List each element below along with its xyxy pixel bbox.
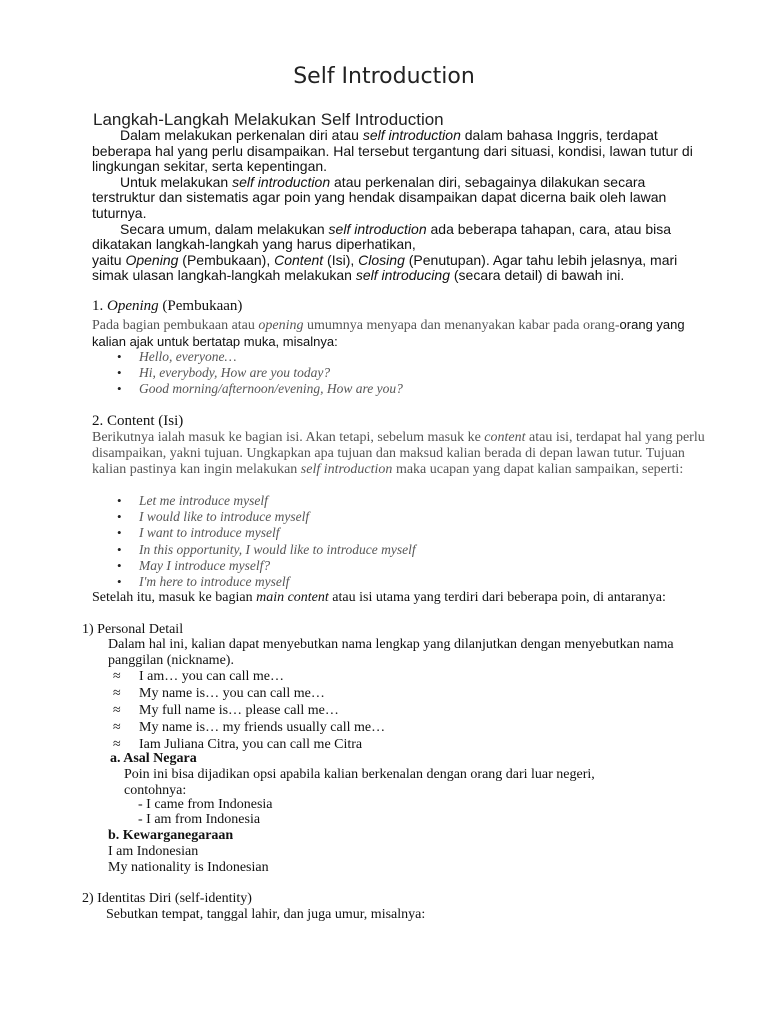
content-examples	[112, 493, 416, 590]
list-item: • Good morning/afternoon/evening, How are you?	[112, 381, 403, 397]
opening-description: Pada bagian pembukaan atau opening umumnya menyapa dan menanyakan kabar pada orang-orang yang kalian ajak untuk bertatap muka, misalnya:	[92, 317, 685, 349]
identitas-diri-heading: 2) Identitas Diri (self-identity)	[82, 891, 252, 906]
list-item: ≈ I am… you can call me…	[112, 668, 385, 685]
list-item: ≈ My name is… you can call me…	[112, 685, 385, 702]
kewarganegaraan-heading: b. Kewarganegaraan	[108, 828, 234, 843]
personal-detail-heading: 1) Personal Detail	[82, 622, 184, 637]
list-item: • I'm here to introduce myself	[112, 574, 416, 590]
main-content-intro: Setelah itu, masuk ke bagian main content atau isi utama yang terdiri dari beberapa poin, di antaranya:	[92, 590, 666, 605]
personal-detail-examples	[112, 668, 385, 753]
list-item: • Hi, everybody, How are you today?	[112, 365, 403, 381]
personal-detail-description: Dalam hal ini, kalian dapat menyebutkan nama lengkap yang dilanjutkan dengan menyebutkan nama panggilan (nickname).	[108, 637, 674, 668]
content-description: Berikutnya ialah masuk ke bagian isi. Akan tetapi, sebelum masuk ke content atau isi, terdapat hal yang perlu disampaikan, yakni tujuan. Ungkapkan apa tujuan dan maksud kalian berada di depan lawan tutur. Tujuan kalian pastinya kan ingin melakukan self introduction maka ucapan yang dapat kalian sampaikan, seperti:	[92, 430, 705, 477]
section-heading: Langkah-Langkah Melakukan Self Introduction	[93, 110, 444, 129]
content-heading: 2. Content (Isi)	[92, 413, 184, 429]
page-title: Self Introduction	[293, 64, 475, 89]
list-item: ≈ My full name is… please call me…	[112, 702, 385, 719]
asal-example-1: - I came from Indonesia	[138, 797, 273, 812]
list-item: • In this opportunity, I would like to introduce myself	[112, 542, 416, 558]
kewarganegaraan-example-1: I am Indonesian	[108, 844, 199, 859]
list-item: • Hello, everyone…	[112, 349, 403, 365]
asal-example-2: - I am from Indonesia	[138, 812, 261, 827]
asal-negara-description: Poin ini bisa dijadikan opsi apabila kalian berkenalan dengan orang dari luar negeri, contohnya:	[124, 767, 595, 798]
kewarganegaraan-example-2: My nationality is Indonesian	[108, 860, 269, 875]
intro-paragraph-3: Secara umum, dalam melakukan self introduction ada beberapa tahapan, cara, atau bisa dikatakan langkah-langkah yang harus diperhatikan,	[92, 220, 672, 253]
list-item: • I would like to introduce myself	[112, 509, 416, 525]
identitas-diri-description: Sebutkan tempat, tanggal lahir, dan juga umur, misalnya:	[106, 907, 426, 922]
intro-paragraph-1: Dalam melakukan perkenalan diri atau self introduction dalam bahasa Inggris, terdapat beberapa hal yang perlu disampaikan. Hal tersebut tergantung dari situasi, kondisi, lawan tutur di lingkungan sekitar, serta kepentingan.	[92, 127, 693, 175]
opening-heading: 1. Opening (Pembukaan)	[92, 298, 243, 314]
asal-negara-heading: a. Asal Negara	[110, 751, 197, 766]
list-item: ≈ My name is… my friends usually call me…	[112, 719, 385, 736]
intro-text	[92, 128, 702, 284]
intro-paragraph-4: yaitu Opening (Pembukaan), Content (Isi), Closing (Penutupan). Agar tahu lebih jelasnya, mari simak ulasan langkah-langkah melakukan self introducing (secara detail) di bawah ini.	[92, 251, 678, 284]
opening-examples	[112, 349, 403, 398]
list-item: • Let me introduce myself	[112, 493, 416, 509]
list-item: • I want to introduce myself	[112, 525, 416, 541]
list-item: ≈ Iam Juliana Citra, you can call me Citra	[112, 736, 385, 753]
intro-paragraph-2: Untuk melakukan self introduction atau perkenalan diri, sebagainya dilakukan secara terstruktur dan sistematis agar poin yang hendak disampaikan dapat dicerna baik oleh lawan tuturnya.	[92, 173, 667, 221]
list-item: • May I introduce myself?	[112, 558, 416, 574]
